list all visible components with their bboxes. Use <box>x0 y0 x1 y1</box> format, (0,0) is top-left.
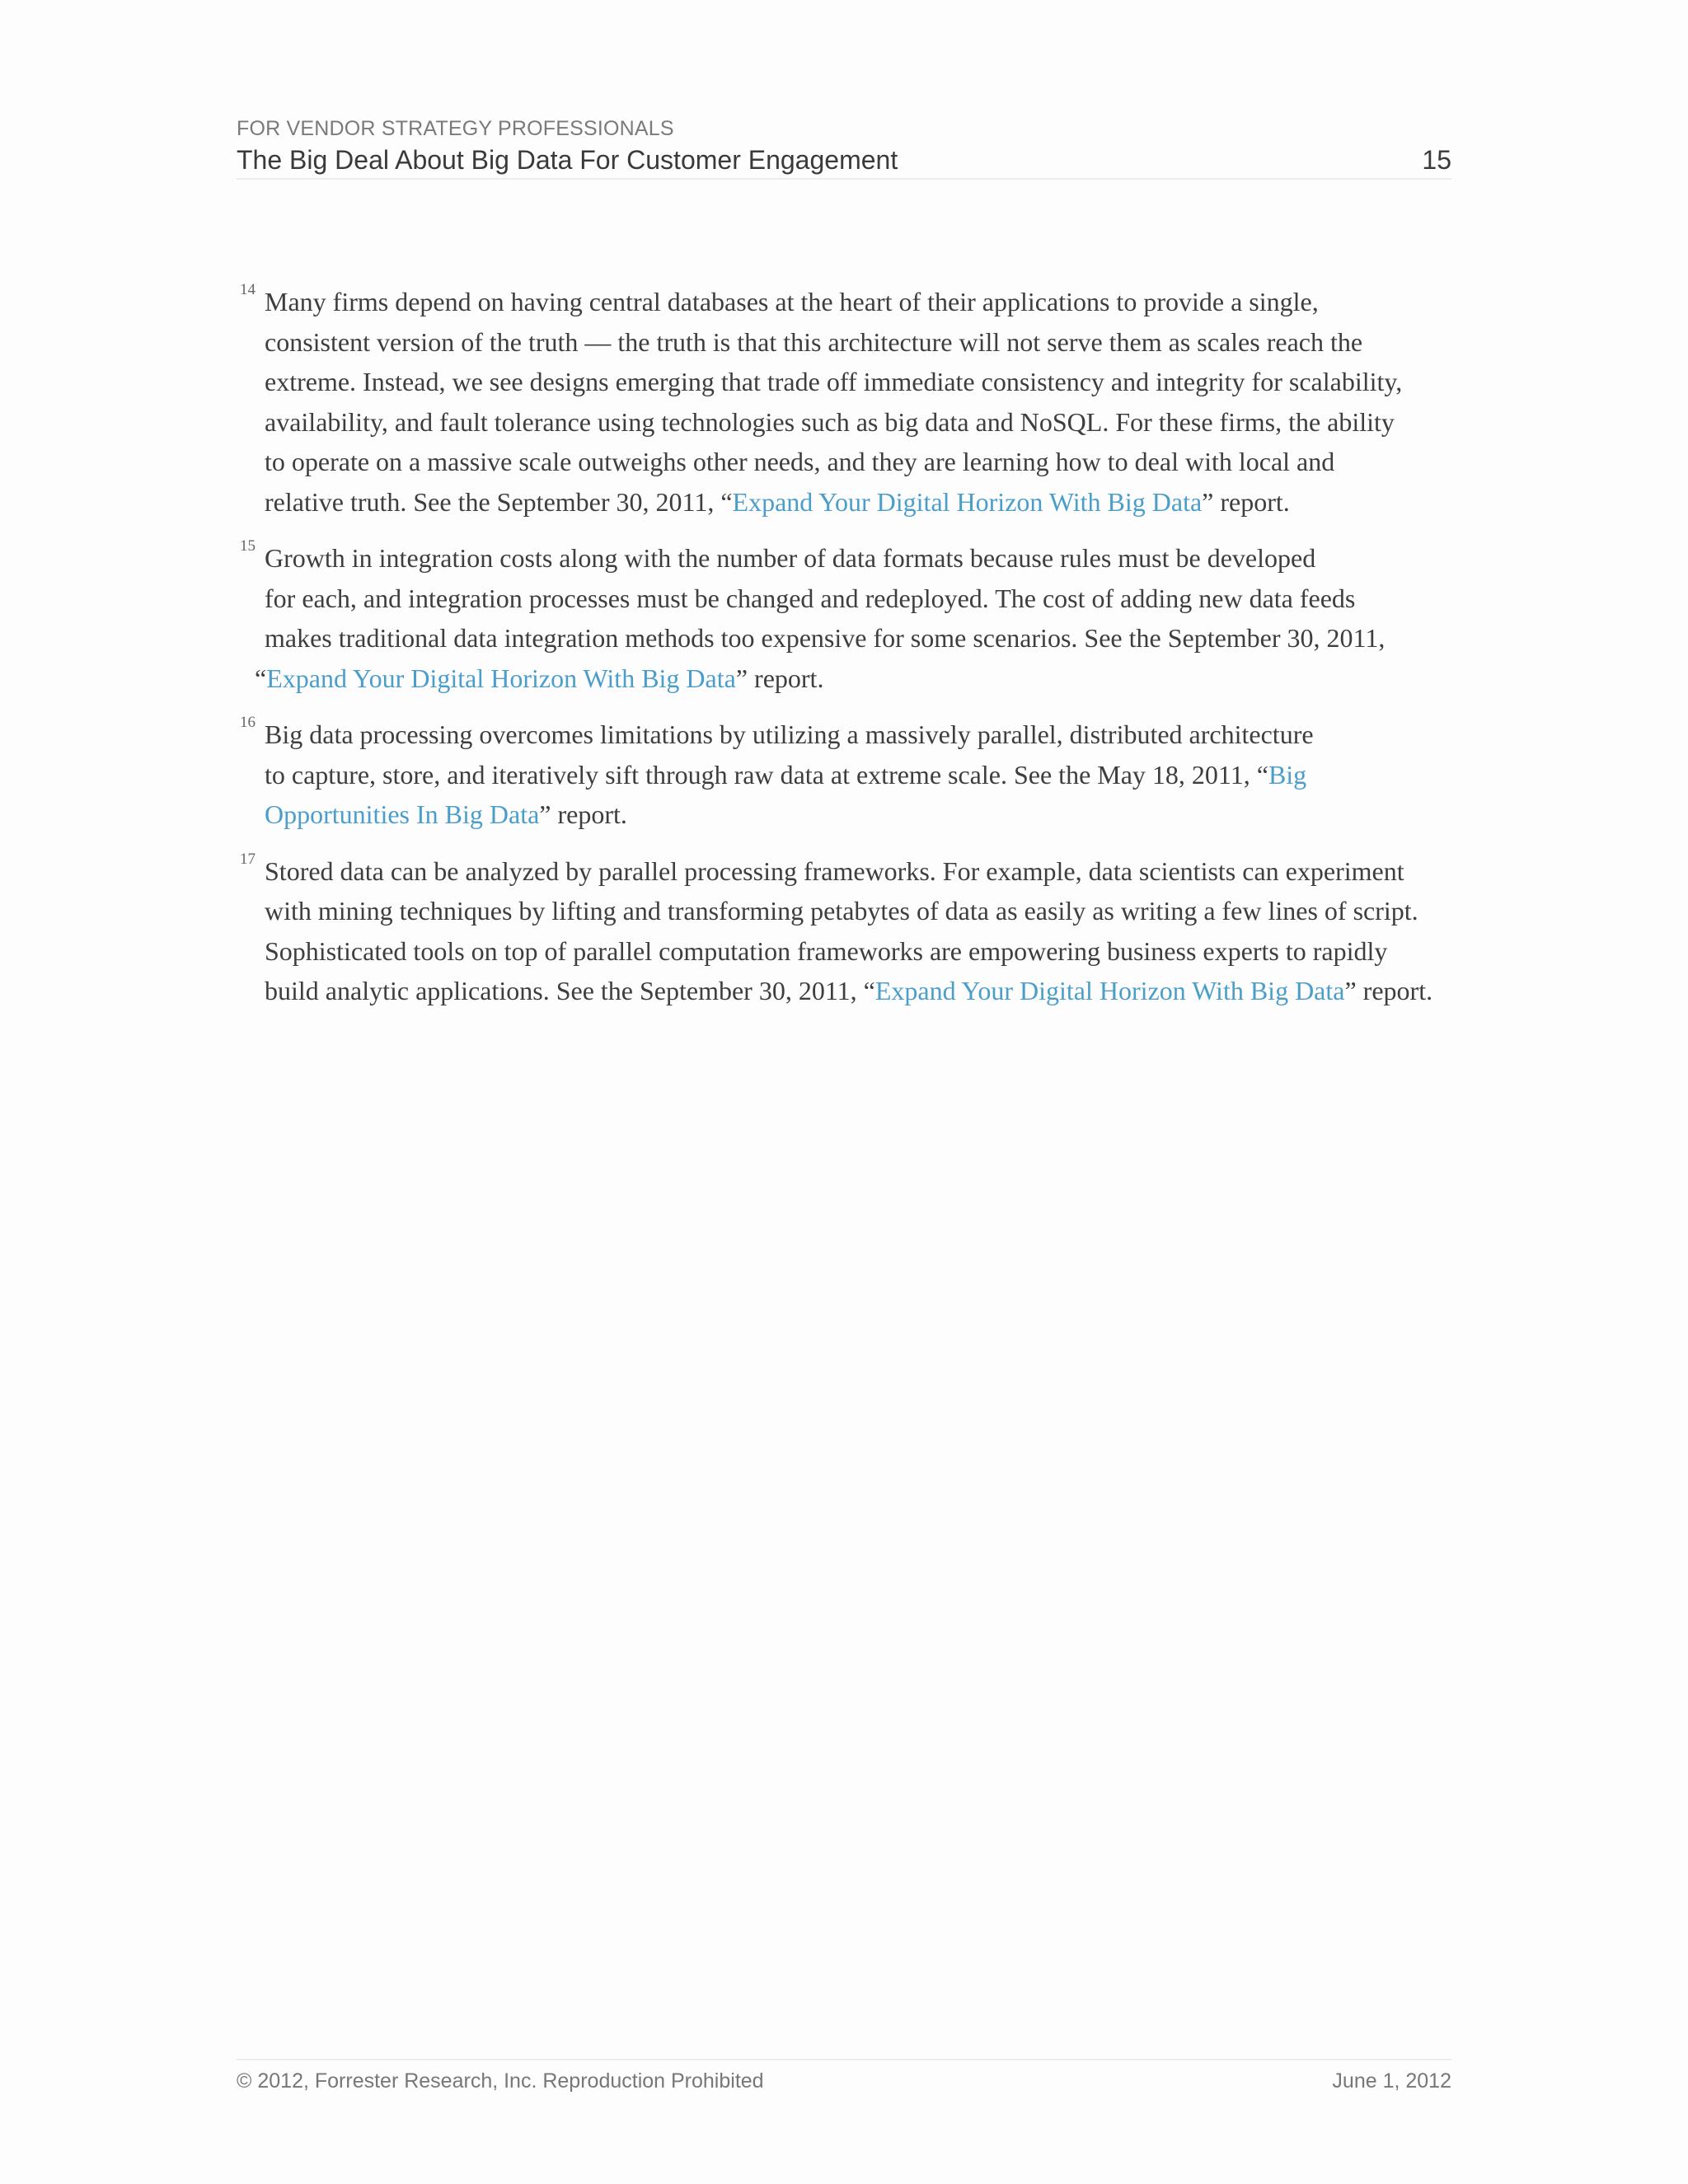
endnote-text: relative truth. See the September 30, 2011, “ <box>265 486 733 517</box>
report-link[interactable]: Expand Your Digital Horizon With Big Data <box>732 486 1203 517</box>
endnotes <box>237 282 1452 1028</box>
endnote-line <box>255 658 1452 699</box>
endnote-line: consistent version of the truth — the truth is that this architecture will not serve them as scales reach the <box>265 326 1363 357</box>
report-link[interactable]: Expand Your Digital Horizon With Big Data <box>874 976 1345 1005</box>
copyright-notice: © 2012, Forrester Research, Inc. Reproduction Prohibited <box>237 2069 764 2093</box>
endnote-line: Big data processing overcomes limitations by utilizing a massively parallel, distributed architecture <box>265 719 1314 749</box>
header-kicker: FOR VENDOR STRATEGY PROFESSIONALS <box>237 117 674 140</box>
report-link[interactable]: Expand Your Digital Horizon With Big Data <box>266 663 736 693</box>
endnote-line: availability, and fault tolerance using technologies such as big data and NoSQL. For these firms, the ability <box>265 406 1395 437</box>
endnote-line <box>265 755 1452 795</box>
endnote-line: Stored data can be analyzed by parallel processing frameworks. For example, data scientists can experiment <box>265 855 1404 886</box>
endnote-17 <box>237 851 1452 1011</box>
endnote-number: 14 <box>240 281 256 298</box>
endnote-text: “ <box>255 663 267 693</box>
page-number: 15 <box>1422 145 1451 175</box>
endnote-number: 17 <box>240 850 256 868</box>
page-footer <box>237 2059 1451 2093</box>
endnote-15 <box>237 538 1452 698</box>
endnote-line: extreme. Instead, we see designs emerging that trade off immediate consistency and integrity for scalability, <box>265 367 1403 396</box>
endnote-line: for each, and integration processes must be changed and redeployed. The cost of adding new data feeds <box>265 583 1356 613</box>
report-link[interactable]: Opportunities In Big Data <box>265 799 540 829</box>
endnote-line <box>265 482 1452 523</box>
endnote-number: 15 <box>240 537 256 555</box>
endnote-line: Growth in integration costs along with the number of data formats because rules must be developed <box>265 543 1316 573</box>
endnote-text: ” report. <box>1202 486 1290 517</box>
report-link[interactable]: Big <box>1268 759 1307 790</box>
endnote-number: 16 <box>240 714 256 731</box>
endnote-text: build analytic applications. See the September 30, 2011, “ <box>265 976 875 1005</box>
endnote-line: with mining techniques by lifting and transforming petabytes of data as easily as writing a few lines of script. <box>265 896 1418 926</box>
endnote-line: Many firms depend on having central databases at the heart of their applications to provide a single, <box>265 287 1319 316</box>
endnote-line: to operate on a massive scale outweighs other needs, and they are learning how to deal with local and <box>265 447 1335 476</box>
endnote-text: to capture, store, and iteratively sift through raw data at extreme scale. See the May 18, 2011, “ <box>265 759 1268 790</box>
page-header <box>237 114 1451 180</box>
endnote-text: ” report. <box>539 799 627 829</box>
endnote-line <box>265 971 1452 1011</box>
endnote-14 <box>237 282 1452 522</box>
endnote-line <box>265 794 1452 835</box>
publication-date: June 1, 2012 <box>1332 2069 1451 2093</box>
endnote-text: ” report. <box>735 663 824 693</box>
endnote-text: ” report. <box>1344 976 1433 1005</box>
endnote-16 <box>237 715 1452 835</box>
endnote-line: makes traditional data integration methods too expensive for some scenarios. See the September 30, 2011, <box>265 623 1386 653</box>
report-title: The Big Deal About Big Data For Customer Engagement <box>237 145 898 175</box>
endnote-line: Sophisticated tools on top of parallel computation frameworks are empowering business experts to rapidly <box>265 935 1388 966</box>
